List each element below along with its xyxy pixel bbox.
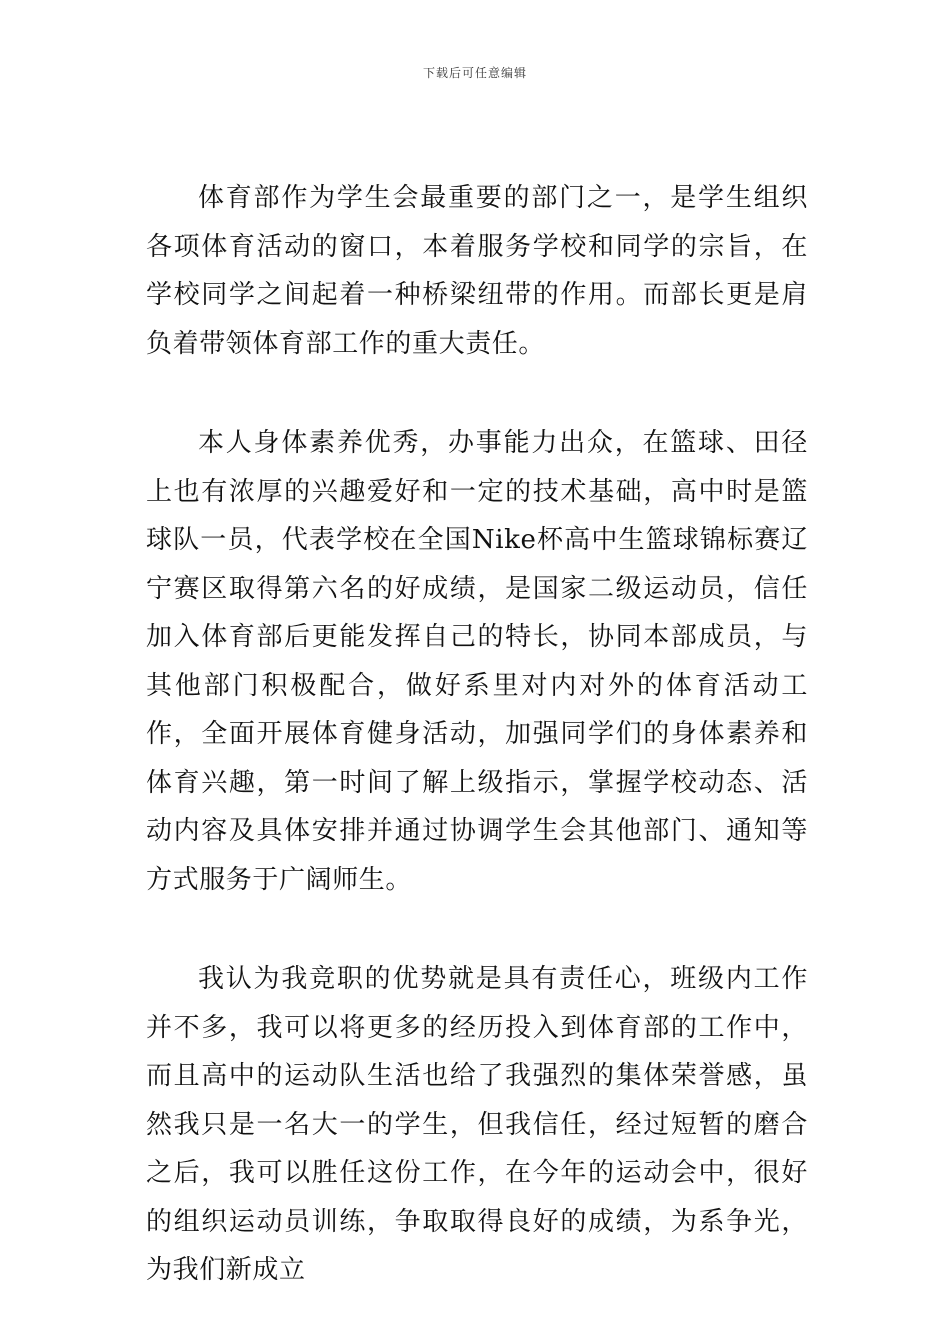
paragraph-1: 体育部作为学生会最重要的部门之一，是学生组织各项体育活动的窗口，本着服务学校和同学的宗旨，在学校同学之间起着一种桥梁纽带的作用。而部长更是肩负着带领体育部工作的重大责任。 <box>146 183 808 359</box>
header-note: 下载后可任意编辑 <box>422 66 527 80</box>
paragraph-3: 我认为我竞职的优势就是具有责任心，班级内工作并不多，我可以将更多的经历投入到体育部的工作中，而且高中的运动队生活也给了我强烈的集体荣誉感，虽然我只是一名大一的学生，但我信任，经过短暂的磨合之后，我可以胜任这份工作，在今年的运动会中，很好的组织运动员训练，争取取得良好的成绩，为系争光，为我们新成立 <box>146 964 808 1285</box>
document-body <box>146 174 808 1295</box>
paragraph-2: 本人身体素养优秀，办事能力出众，在篮球、田径上也有浓厚的兴趣爱好和一定的技术基础，高中时是篮球队一员，代表学校在全国Nike杯高中生篮球锦标赛辽宁赛区取得第六名的好成绩，是国家二级运动员，信任加入体育部后更能发挥自己的特长，协同本部成员，与其他部门积极配合，做好系里对内对外的体育活动工作，全面开展体育健身活动，加强同学们的身体素养和体育兴趣，第一时间了解上级指示，掌握学校动态、活动内容及具体安排并通过协调学生会其他部门、通知等方式服务于广阔师生。 <box>146 428 808 895</box>
